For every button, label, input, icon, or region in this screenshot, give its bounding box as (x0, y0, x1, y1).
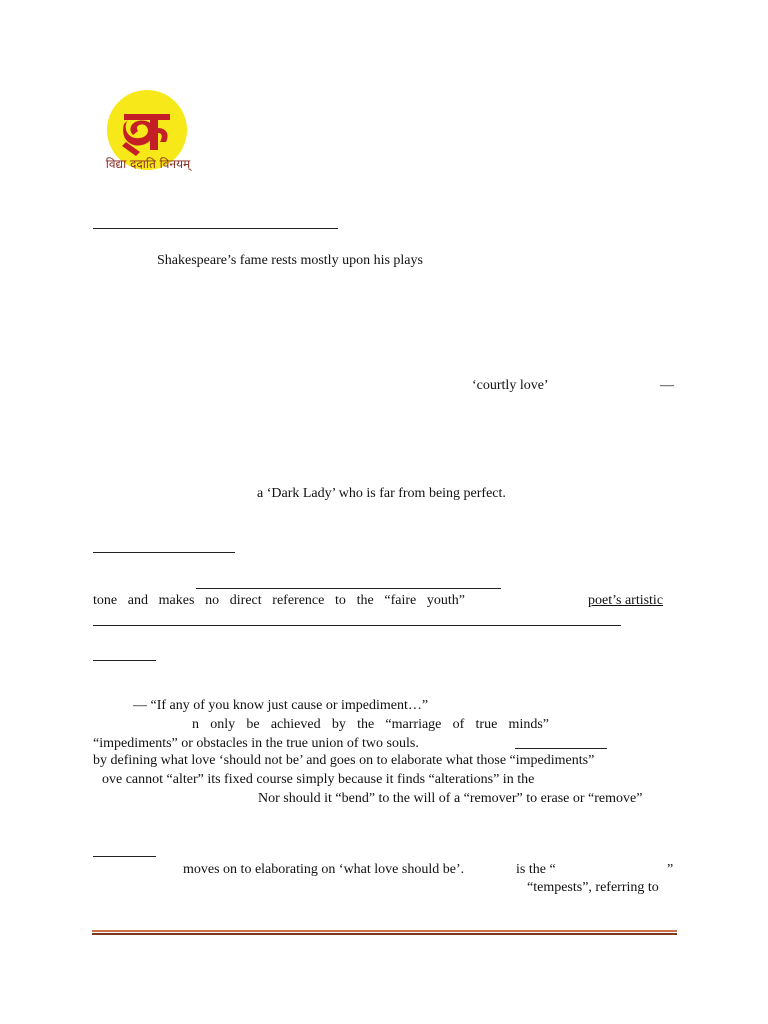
short-rule-1 (93, 660, 156, 661)
logo-caption: विद्या ददाति विनयम् (105, 157, 191, 171)
inline-short-rule (515, 748, 607, 749)
footer-rule-top (92, 930, 677, 932)
section-rule (93, 552, 235, 553)
short-rule-2 (93, 856, 156, 857)
heading-rule (93, 228, 338, 229)
para2-line-2: n only be achieved by the “marriage of true minds” (192, 717, 549, 732)
full-rule (93, 625, 621, 626)
courtly-love-phrase: ‘courtly love’ (472, 378, 549, 393)
inline-rule (196, 588, 501, 589)
para2-line-3: “impediments” or obstacles in the true union of two souls. (93, 736, 419, 751)
para2-line-4: by defining what love ‘should not be’ and goes on to elaborate what those “impediments” (93, 753, 595, 768)
para2-line-6: Nor should it “bend” to the will of a “remover” to erase or “remove” (258, 791, 643, 806)
para2-line-1: — “If any of you know just cause or impediment…” (133, 698, 429, 713)
intro-line: Shakespeare’s fame rests mostly upon his plays (157, 253, 423, 268)
para3-line-1b: is the “ (516, 862, 556, 877)
footer-rule-bottom (92, 933, 677, 935)
shri-logo (100, 88, 196, 184)
em-dash: — (660, 378, 674, 393)
poet-artistic: poet’s artistic (588, 593, 664, 608)
dark-lady-line: a ‘Dark Lady’ who is far from being perfect. (257, 486, 506, 501)
para3-line-1c: ” (667, 862, 674, 877)
para3-line-1a: moves on to elaborating on ‘what love should be’. (183, 862, 465, 877)
para2-line-5: ove cannot “alter” its fixed course simply because it finds “alterations” in the (102, 772, 535, 787)
para3-line-2: “tempests”, referring to (527, 880, 659, 895)
tone-line: tone and makes no direct reference to the “faire youth” (93, 593, 465, 608)
